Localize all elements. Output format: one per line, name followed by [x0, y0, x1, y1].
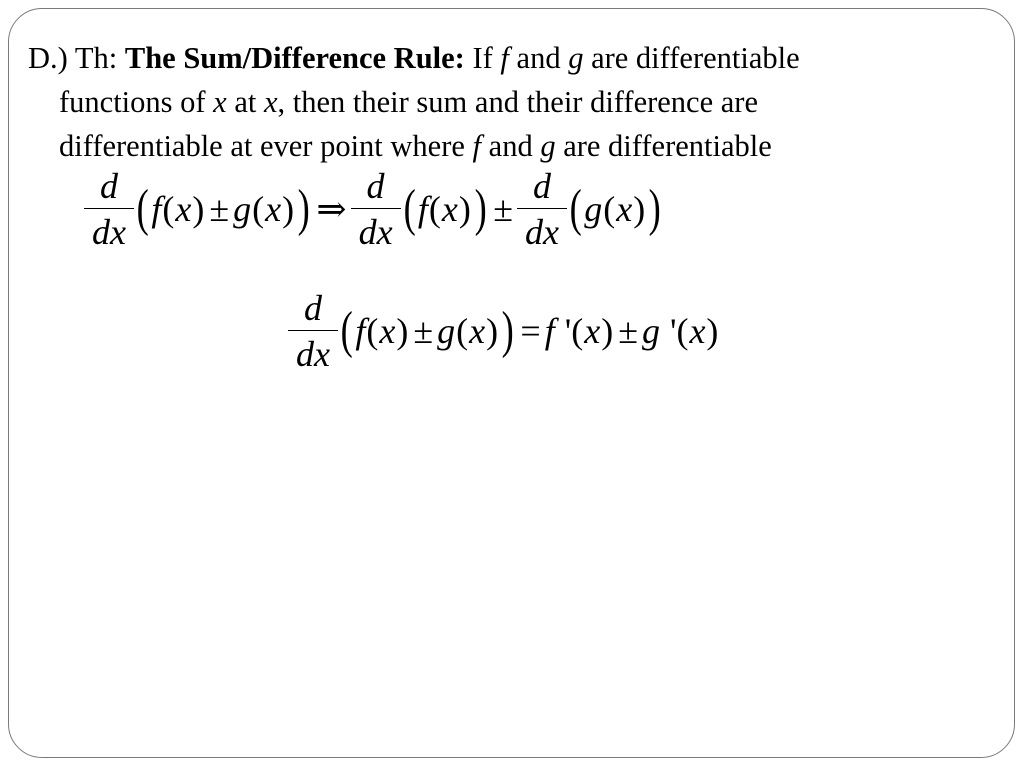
var-x: x: [689, 311, 706, 351]
big-right-paren: ): [501, 302, 514, 359]
var-g: g: [568, 41, 584, 75]
frac-numerator: d: [84, 168, 134, 209]
theorem-line-1: [28, 36, 988, 80]
derivative-operator: [88, 168, 130, 250]
paren: (: [252, 189, 265, 229]
derivative-operator: [521, 168, 563, 250]
var-f-3: f: [472, 129, 482, 163]
paren: (: [603, 189, 616, 229]
paren: ): [458, 189, 471, 229]
big-left-paren: (: [136, 180, 149, 237]
func-g: g: [584, 189, 603, 229]
text-line2-end: , then their sum and their difference are: [277, 85, 758, 119]
var-g-3: g: [540, 129, 556, 163]
func-g: g: [437, 311, 456, 351]
text-and-3: and: [481, 129, 541, 163]
paren: (: [456, 311, 469, 351]
var-x: x: [265, 189, 282, 229]
theorem-prefix: D.) Th:: [28, 41, 125, 75]
paren: ): [396, 311, 409, 351]
prime-paren: '(: [669, 311, 689, 351]
func-f: f: [544, 311, 555, 351]
frac-denominator: dx: [92, 212, 126, 252]
paren: ): [601, 311, 614, 351]
func-f: f: [417, 189, 428, 229]
big-left-paren: (: [403, 180, 416, 237]
var-x: x: [441, 189, 458, 229]
text-at: at: [226, 85, 264, 119]
big-left-paren: (: [340, 302, 353, 359]
func-g: g: [641, 311, 660, 351]
text-if: If: [464, 41, 501, 75]
paren: (: [428, 189, 441, 229]
theorem-statement: [28, 36, 988, 168]
derivative-operator: [355, 168, 397, 250]
paren: ): [633, 189, 646, 229]
big-right-paren: ): [297, 180, 310, 237]
var-x: x: [175, 189, 192, 229]
paren: ): [486, 311, 499, 351]
theorem-line-2: [28, 80, 988, 124]
rule-name: The Sum/Difference Rule:: [124, 41, 465, 75]
implies-arrow: ⇒: [316, 189, 347, 229]
text-and: and: [508, 41, 569, 75]
frac-denominator: dx: [358, 212, 393, 252]
paren: (: [366, 311, 379, 351]
var-x: x: [213, 85, 227, 119]
frac-numerator: d: [351, 168, 401, 209]
equation-result: [288, 290, 719, 372]
paren: ): [192, 189, 205, 229]
big-right-paren: ): [648, 180, 661, 237]
var-x: x: [379, 311, 396, 351]
var-f: f: [500, 41, 509, 75]
frac-denominator: dx: [296, 334, 330, 374]
theorem-line-3: [28, 124, 988, 168]
derivative-operator: [292, 290, 334, 372]
equals-sign: =: [520, 311, 541, 351]
paren: (: [162, 189, 175, 229]
big-right-paren: ): [474, 180, 487, 237]
func-f: f: [355, 311, 366, 351]
text-line1-end: are differentiable: [583, 41, 800, 75]
paren: ): [282, 189, 295, 229]
frac-denominator: dx: [524, 212, 559, 252]
var-x: x: [469, 311, 486, 351]
text-line3-start: differentiable at ever point where: [59, 129, 473, 163]
var-x: x: [616, 189, 633, 229]
text-line3-end: are differentiable: [555, 129, 772, 163]
text-line2-start: functions of: [59, 85, 214, 119]
frac-numerator: d: [517, 168, 567, 209]
func-f: f: [151, 189, 162, 229]
plus-minus: ±: [413, 311, 434, 351]
big-left-paren: (: [569, 180, 582, 237]
paren: ): [706, 311, 719, 351]
func-g: g: [233, 189, 252, 229]
frac-numerator: d: [288, 290, 338, 331]
plus-minus: ±: [493, 189, 513, 229]
equation-derivation: [84, 168, 664, 250]
plus-minus: ±: [209, 189, 230, 229]
plus-minus: ±: [618, 311, 638, 351]
var-x-2: x: [263, 85, 278, 119]
var-x: x: [584, 311, 601, 351]
prime-paren: '(: [564, 311, 584, 351]
